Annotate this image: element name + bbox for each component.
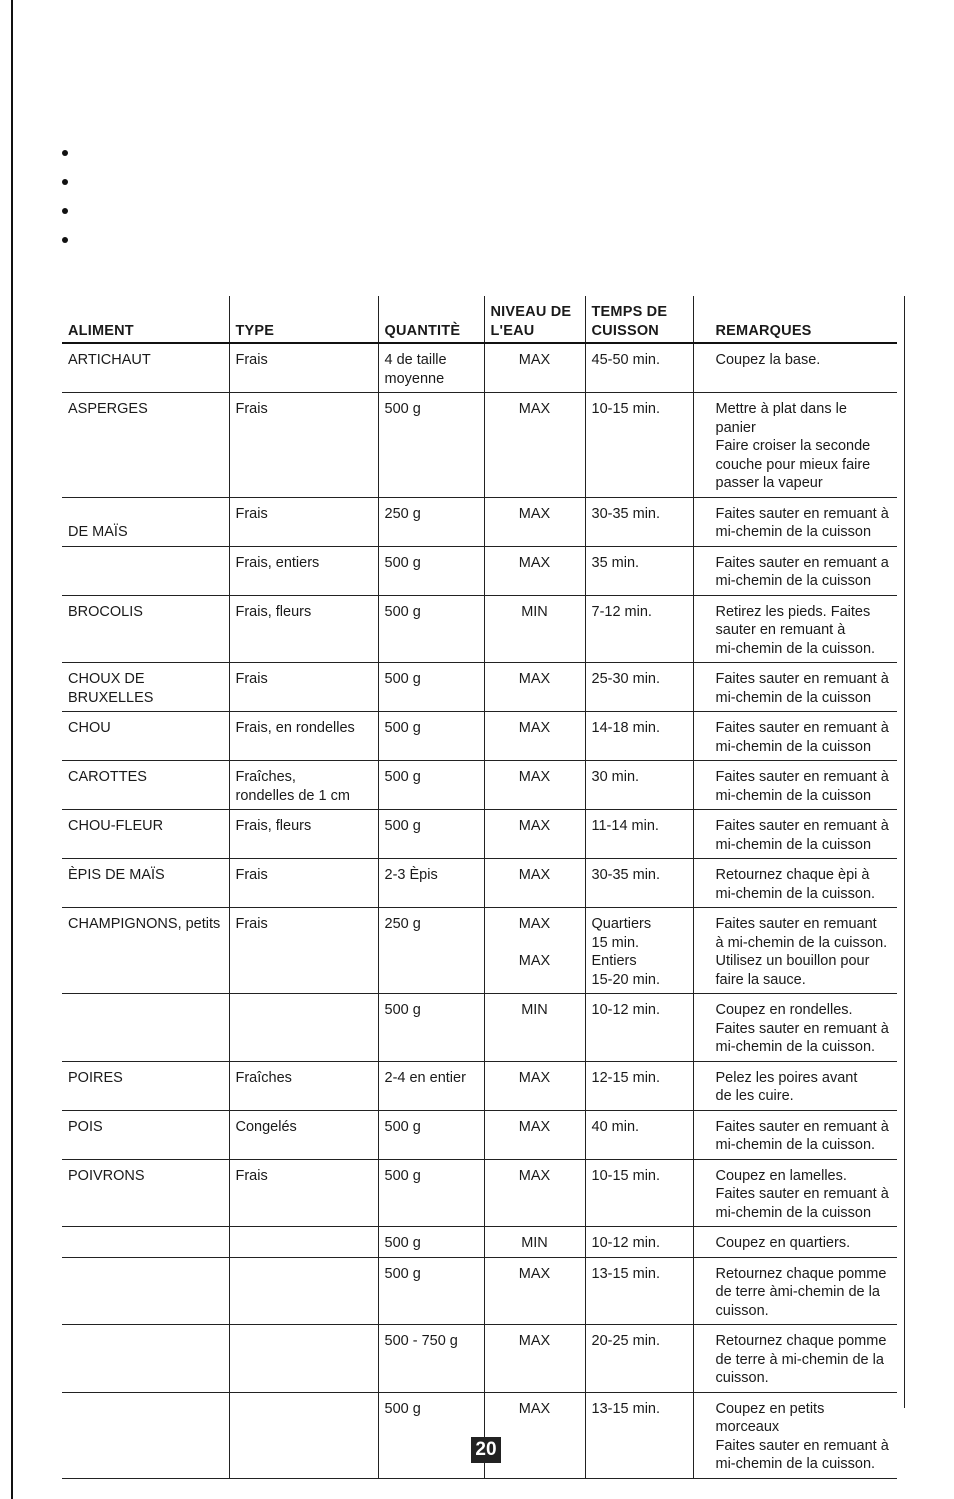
food-cell: CHOU-FLEUR	[62, 810, 229, 859]
type-cell: Frais	[229, 859, 378, 908]
type-cell: Frais	[229, 663, 378, 712]
type-cell: Frais	[229, 497, 378, 546]
header-type: TYPE	[229, 296, 378, 343]
water-level-cell: MAX	[484, 663, 585, 712]
table-row	[62, 1061, 897, 1110]
type-cell: Fraîches	[229, 1061, 378, 1110]
table-row	[62, 908, 897, 994]
quantity-cell: 500 g	[378, 1392, 484, 1478]
quantity-cell: 4 de taille moyenne	[378, 343, 484, 393]
water-level-cell: MAX	[484, 1110, 585, 1159]
food-cell	[62, 1325, 229, 1393]
remarks-cell: Faites sauter en remuant a mi-chemin de la cuisson	[693, 546, 897, 595]
remarks-cell: Retournez chaque pomme de terre àmi-chemin de la cuisson.	[693, 1257, 897, 1325]
cooking-time-cell: 7-12 min.	[585, 595, 693, 663]
water-level-cell: MAX	[484, 393, 585, 498]
quantity-cell: 500 g	[378, 546, 484, 595]
cooking-time-cell: 10-12 min.	[585, 1227, 693, 1258]
quantity-cell: 2-3 Èpis	[378, 859, 484, 908]
table-row	[62, 1159, 897, 1227]
cooking-time-cell: Quartiers 15 min. Entiers 15-20 min.	[585, 908, 693, 994]
table-row	[62, 810, 897, 859]
type-cell: Frais	[229, 343, 378, 393]
header-water-level: NIVEAU DE L'EAU	[484, 296, 585, 343]
food-cell: CHAMPIGNONS, petits	[62, 908, 229, 994]
quantity-cell: 500 g	[378, 663, 484, 712]
remarks-cell: Coupez en lamelles. Faites sauter en remuant à mi-chemin de la cuisson	[693, 1159, 897, 1227]
water-level-cell: MAX	[484, 546, 585, 595]
water-level-cell: MIN	[484, 595, 585, 663]
food-cell: POIRES	[62, 1061, 229, 1110]
cooking-time-cell: 12-15 min.	[585, 1061, 693, 1110]
remarks-cell: Faites sauter en remuant à mi-chemin de la cuisson	[693, 497, 897, 546]
water-level-cell: MAX	[484, 761, 585, 810]
header-remarks: REMARQUES	[693, 296, 897, 343]
cooking-time-cell: 10-15 min.	[585, 1159, 693, 1227]
remarks-cell: Coupez en quartiers.	[693, 1227, 897, 1258]
food-cell: ÈPIS DE MAÏS	[62, 859, 229, 908]
food-cell: CHOUX DE BRUXELLES	[62, 663, 229, 712]
remarks-cell: Retournez chaque èpi à mi-chemin de la cuisson.	[693, 859, 897, 908]
header-cooking-time: TEMPS DE CUISSON	[585, 296, 693, 343]
cooking-time-cell: 35 min.	[585, 546, 693, 595]
table-row	[62, 1325, 897, 1393]
water-level-cell: MAX	[484, 810, 585, 859]
quantity-cell: 500 g	[378, 1110, 484, 1159]
cooking-time-cell: 30-35 min.	[585, 497, 693, 546]
bullet-point	[62, 150, 68, 156]
bullet-point	[62, 179, 68, 185]
table-row	[62, 1257, 897, 1325]
water-level-cell: MIN	[484, 1227, 585, 1258]
header-quantity: QUANTITÈ	[378, 296, 484, 343]
food-cell	[62, 1257, 229, 1325]
bullet-point	[62, 208, 68, 214]
table-row	[62, 1392, 897, 1478]
table-row	[62, 994, 897, 1062]
type-cell: Frais	[229, 1159, 378, 1227]
food-cell: BROCOLIS	[62, 595, 229, 663]
remarks-cell: Faites sauter en remuant à mi-chemin de la cuisson.	[693, 1110, 897, 1159]
table-row	[62, 393, 897, 498]
type-cell	[229, 994, 378, 1062]
table-row	[62, 343, 897, 393]
table-row	[62, 497, 897, 546]
food-cell: POIS	[62, 1110, 229, 1159]
water-level-cell: MIN	[484, 994, 585, 1062]
cooking-time-cell: 10-12 min.	[585, 994, 693, 1062]
header-food: ALIMENT	[62, 296, 229, 343]
quantity-cell: 500 g	[378, 712, 484, 761]
remarks-cell: Coupez en rondelles. Faites sauter en remuant à mi-chemin de la cuisson.	[693, 994, 897, 1062]
cooking-time-cell: 13-15 min.	[585, 1257, 693, 1325]
cooking-time-cell: 20-25 min.	[585, 1325, 693, 1393]
type-cell: Frais, fleurs	[229, 810, 378, 859]
water-level-cell: MAX	[484, 1257, 585, 1325]
remarks-cell: Coupez la base.	[693, 343, 897, 393]
left-margin-rule	[11, 0, 13, 1499]
quantity-cell: 250 g	[378, 497, 484, 546]
cooking-time-cell: 25-30 min.	[585, 663, 693, 712]
type-cell	[229, 1325, 378, 1393]
food-cell	[62, 994, 229, 1062]
type-cell: Frais, en rondelles	[229, 712, 378, 761]
water-level-cell: MAX	[484, 1325, 585, 1393]
quantity-cell: 500 g	[378, 1159, 484, 1227]
water-level-cell: MAX	[484, 859, 585, 908]
type-cell: Frais, fleurs	[229, 595, 378, 663]
remarks-cell: Coupez en petits morceaux Faites sauter en remuant à mi-chemin de la cuisson.	[693, 1392, 897, 1478]
table-row	[62, 595, 897, 663]
table-row	[62, 1110, 897, 1159]
cooking-time-cell: 10-15 min.	[585, 393, 693, 498]
water-level-cell: MAX	[484, 1061, 585, 1110]
cooking-time-cell: 14-18 min.	[585, 712, 693, 761]
food-cell: CHOU	[62, 712, 229, 761]
food-cell: ARTICHAUT	[62, 343, 229, 393]
food-cell: POIVRONS	[62, 1159, 229, 1227]
page-number: 20	[471, 1437, 501, 1463]
quantity-cell: 250 g	[378, 908, 484, 994]
table-row	[62, 859, 897, 908]
bullet-list	[62, 150, 68, 266]
type-cell: Frais	[229, 393, 378, 498]
water-level-cell: MAX MAX	[484, 908, 585, 994]
bullet-point	[62, 237, 68, 243]
table-header-row	[62, 296, 897, 343]
quantity-cell: 500 g	[378, 1257, 484, 1325]
quantity-cell: 2-4 en entier	[378, 1061, 484, 1110]
quantity-cell: 500 g	[378, 595, 484, 663]
type-cell	[229, 1392, 378, 1478]
remarks-cell: Faites sauter en remuant à mi-chemin de la cuisson	[693, 761, 897, 810]
food-cell	[62, 1392, 229, 1478]
quantity-cell: 500 g	[378, 1227, 484, 1258]
cooking-time-cell: 13-15 min.	[585, 1392, 693, 1478]
water-level-cell: MAX	[484, 343, 585, 393]
food-cell	[62, 546, 229, 595]
cooking-time-cell: 11-14 min.	[585, 810, 693, 859]
water-level-cell: MAX	[484, 497, 585, 546]
table-row	[62, 546, 897, 595]
cooking-time-cell: 45-50 min.	[585, 343, 693, 393]
food-cell: ASPERGES	[62, 393, 229, 498]
food-cell	[62, 1227, 229, 1258]
quantity-cell: 500 g	[378, 393, 484, 498]
type-cell: Frais, entiers	[229, 546, 378, 595]
type-cell: Fraîches, rondelles de 1 cm	[229, 761, 378, 810]
quantity-cell: 500 g	[378, 810, 484, 859]
cooking-time-cell: 30 min.	[585, 761, 693, 810]
remarks-cell: Faites sauter en remuant à mi-chemin de la cuisson. Utilisez un bouillon pour faire la sauce.	[693, 908, 897, 994]
remarks-cell: Pelez les poires avant de les cuire.	[693, 1061, 897, 1110]
type-cell	[229, 1227, 378, 1258]
water-level-cell: MAX	[484, 1392, 585, 1478]
table-row	[62, 1227, 897, 1258]
quantity-cell: 500 g	[378, 761, 484, 810]
food-cell: CAROTTES	[62, 761, 229, 810]
type-cell: Congelés	[229, 1110, 378, 1159]
steaming-guide-table	[62, 296, 897, 1479]
remarks-cell: Faites sauter en remuant à mi-chemin de la cuisson	[693, 712, 897, 761]
quantity-cell: 500 - 750 g	[378, 1325, 484, 1393]
remarks-cell: Retirez les pieds. Faites sauter en remuant à mi-chemin de la cuisson.	[693, 595, 897, 663]
table-row	[62, 761, 897, 810]
water-level-cell: MAX	[484, 712, 585, 761]
remarks-cell: Retournez chaque pomme de terre à mi-chemin de la cuisson.	[693, 1325, 897, 1393]
type-cell	[229, 1257, 378, 1325]
cooking-time-cell: 40 min.	[585, 1110, 693, 1159]
quantity-cell: 500 g	[378, 994, 484, 1062]
water-level-cell: MAX	[484, 1159, 585, 1227]
table-row	[62, 663, 897, 712]
cooking-time-cell: 30-35 min.	[585, 859, 693, 908]
remarks-cell: Mettre à plat dans le panier Faire croiser la seconde couche pour mieux faire passer la vapeur	[693, 393, 897, 498]
remarks-cell: Faites sauter en remuant à mi-chemin de la cuisson	[693, 810, 897, 859]
type-cell: Frais	[229, 908, 378, 994]
right-table-rule	[904, 296, 905, 1408]
remarks-cell: Faites sauter en remuant à mi-chemin de la cuisson	[693, 663, 897, 712]
table-row	[62, 712, 897, 761]
food-cell: DE MAÏS	[62, 497, 229, 546]
